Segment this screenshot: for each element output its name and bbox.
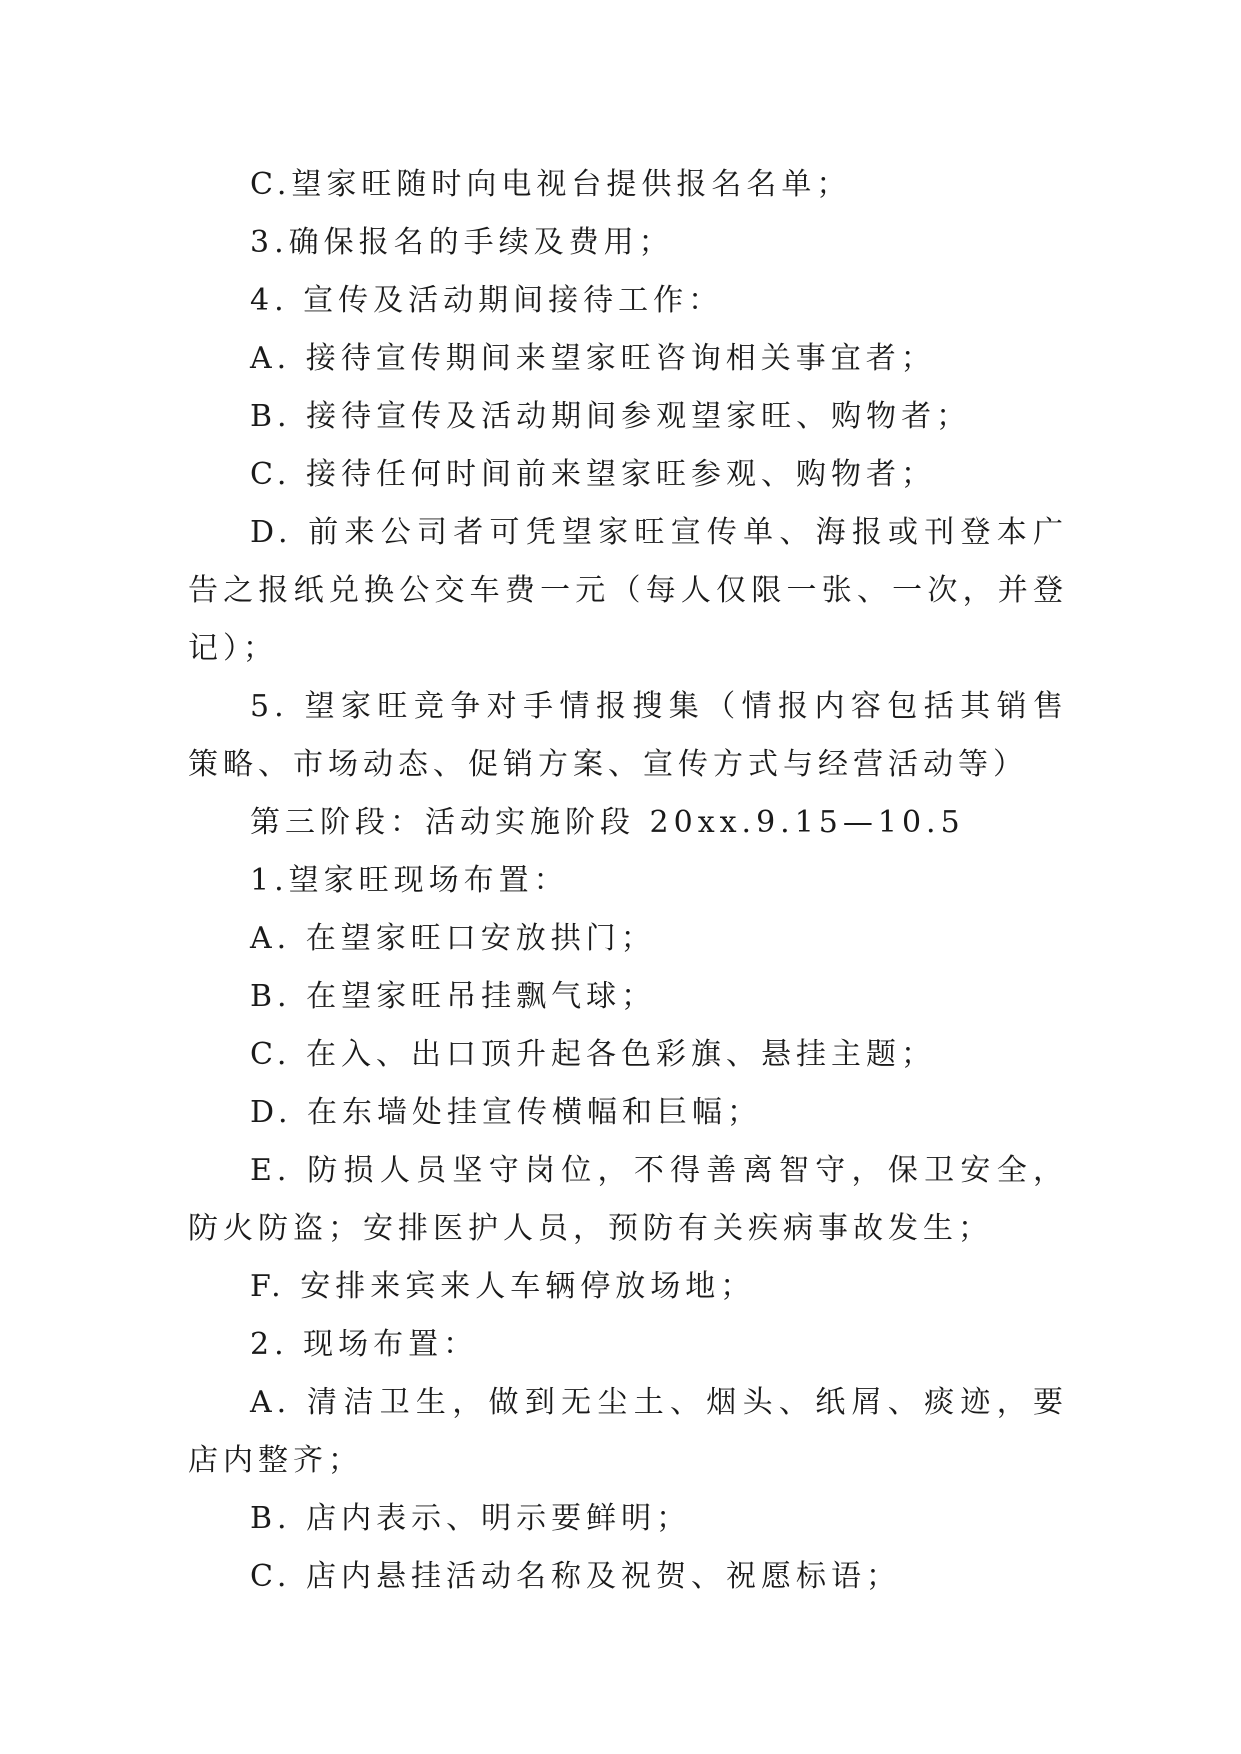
paragraph-16: F. 安排来宾来人车辆停放场地； [250,1269,756,1304]
paragraph-4: A. 接待宣传期间来望家旺咨询相关事宜者； [250,341,936,376]
paragraph-15: E. 防损人员坚守岗位，不得善离智守，保卫安全，防火防盗；安排医护人员，预防有关疾病事故发生； [188,1153,1068,1246]
paragraph-5: B. 接待宣传及活动期间参观望家旺、购物者； [250,399,972,434]
document-body [188,156,1068,1606]
paragraph-17: 2. 现场布置： [250,1327,479,1362]
paragraph-19: B. 店内表示、明示要鲜明； [250,1501,692,1536]
paragraph-6: C. 接待任何时间前来望家旺参观、购物者； [250,457,936,492]
paragraph-7: D. 前来公司者可凭望家旺宣传单、海报或刊登本广告之报纸兑换公交车费一元（每人仅限一张、一次，并登记）； [188,515,1068,666]
section-heading-stage-3: 第三阶段：活动实施阶段 20xx.9.15—10.5 [250,805,965,840]
paragraph-18: A. 清洁卫生，做到无尘土、烟头、纸屑、痰迹，要店内整齐； [188,1385,1068,1478]
paragraph-3: 4. 宣传及活动期间接待工作： [250,283,724,318]
paragraph-14: D. 在东墙处挂宣传横幅和巨幅； [250,1095,763,1130]
paragraph-1: C.望家旺随时向电视台提供报名名单； [250,167,852,202]
paragraph-2: 3.确保报名的手续及费用； [250,225,674,260]
paragraph-10: 1.望家旺现场布置： [250,863,569,898]
paragraph-13: C. 在入、出口顶升起各色彩旗、悬挂主题； [250,1037,936,1072]
paragraph-12: B. 在望家旺吊挂飘气球； [250,979,657,1014]
paragraph-20: C. 店内悬挂活动名称及祝贺、祝愿标语； [250,1559,901,1594]
paragraph-8: 5. 望家旺竞争对手情报搜集（情报内容包括其销售策略、市场动态、促销方案、宣传方式与经营活动等） [188,689,1068,782]
paragraph-11: A. 在望家旺口安放拱门； [250,921,656,956]
